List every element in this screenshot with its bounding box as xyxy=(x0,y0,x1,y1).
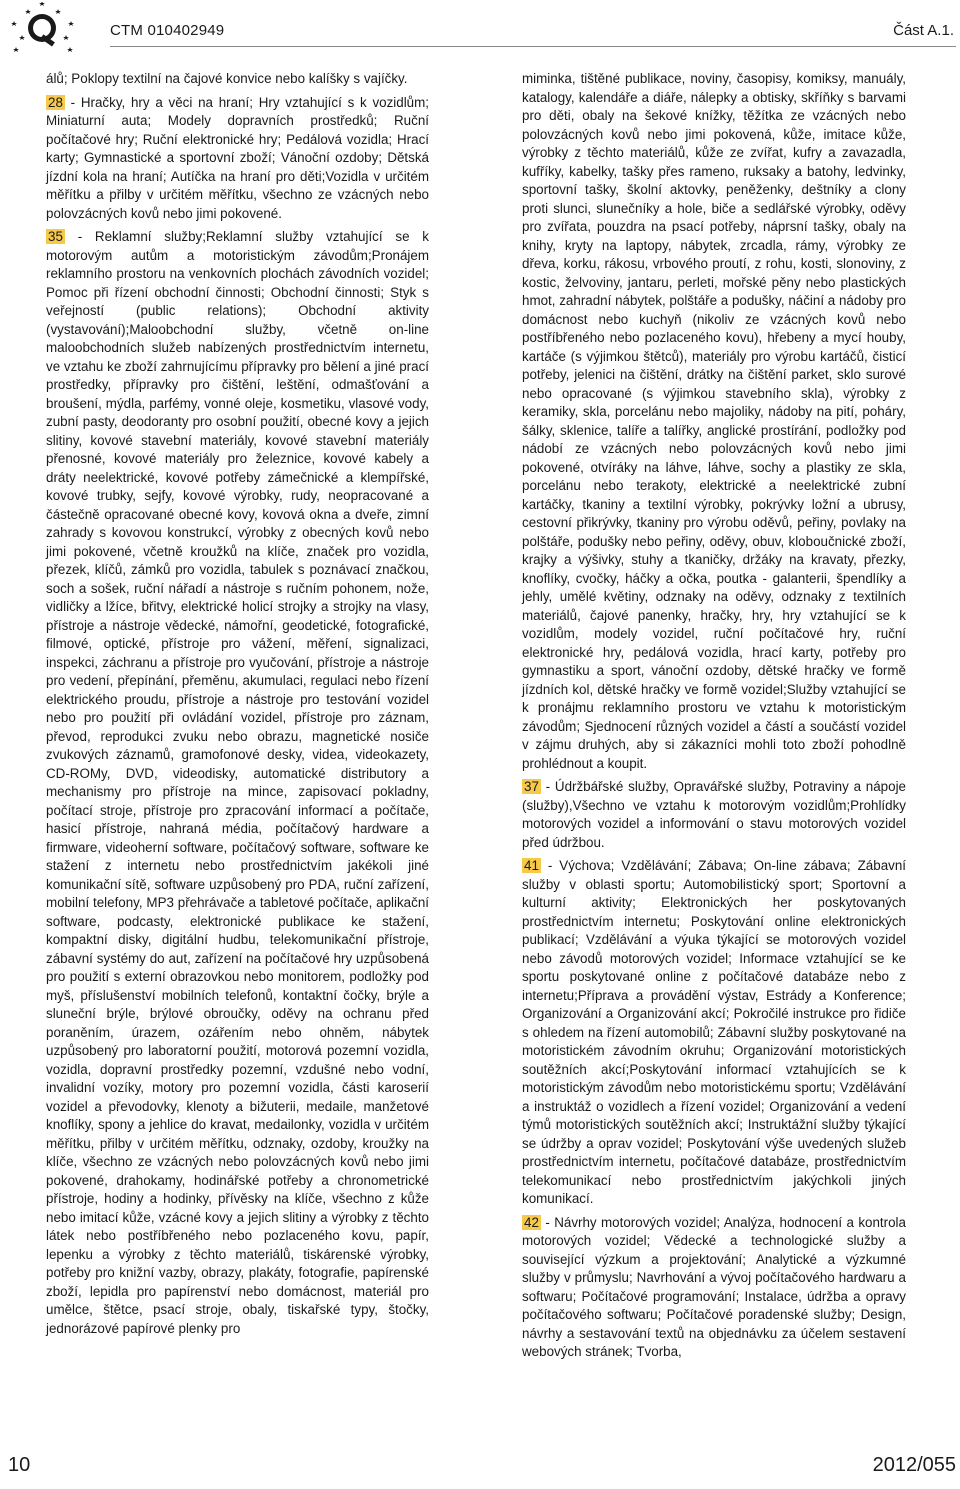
paragraph xyxy=(522,70,906,773)
paragraph xyxy=(522,778,906,852)
paragraph-text: - Reklamní služby;Reklamní služby vztahující se k motorovým autům a motoristickým závodům;Pronájem reklamního prostoru na venkovních plochách závodních vozidel; Pomoc při řízení obchodní činnosti; Obchodní činnosti; Styk s veřejností (public relations); Obchodní aktivity (vystavování);Maloobchodní služby, včetně on-line maloobchodních služeb nabízených prostřednictvím internetu, ve vztahu ke zboží zahrnujícímu přípravky pro bělení a jiné prací prostředky, přípravky pro čištění, leštění, odmašťování a broušení, mýdla, parfémy, vonné oleje, kosmetiku, vlasové vody, zubní pasty, deodoranty pro osobní použití, obecné kovy a jejich slitiny, kovové stavební materiály, kovové stavební materiály přenosné, kovové materiály pro železnice, kovové kabely a dráty neelektrické, kovové potřeby zámečnické a klempířské, kovové trubky, sejfy, kovové výrobky, rudy, neopracované a částečně opracované obecné kovy, kovová okna a dveře, zimní zahrady s kovovou konstrukcí, výrobky z obecných kovů nebo jimi pokovené, včetně kroužků na klíče, značek pro vozidla, přezek, klíčů, zámků pro vozidla, tabulek s poznávací značkou, soch a sošek, ruční nářadí a nástroje s ručním pohonem, nože, vidličky a lžíce, břitvy, elektrické holicí strojky a strojky na vlasy, přístroje a nástroje vědecké, námořní, geodetické, fotografické, filmové, optické, přístroje pro vážení, měření, signalizaci, inspekci, záchranu a přístroje pro vyučování, přístroje a nástroje pro vedení, přepínání, přeměnu, akumulaci, regulaci nebo řízení elektrického proudu, přístroje a nástroje pro testování vozidel nebo pro použití při ovládání vozidel, přístroje pro záznam, převod, reprodukci zvuku nebo obrazu, magnetické nosiče zvukových záznamů, gramofonové desky, videa, videokazety, CD-ROMy, DVD, videodisky, automatické distributory a mechanismy pro přístroje na mince, zapisovací pokladny, počítací stroje, přístroje pro zpracování informací a počítače, hasicí přístroje, nahraná média, počítačový hardware a firmware, videoherní software, počítačový software, software ke stažení z internetu nebo prostřednictvím jakékoli jiné komunikační sítě, software uzpůsobený pro PDA, ruční zařízení, mobilní telefony, MP3 přehrávače a tabletové počítače, aplikační software, podcasty, elektronické publikace ke stažení, kompaktní disky, digitální hudbu, telekomunikační přístroje, zábavní systémy do aut, zařízení na počítačové hry uzpůsobená pro použití s externí obrazovkou nebo monitorem, podložky pod myš, příslušenství mobilních telefonů, kontaktní čočky, brýle a sluneční brýle, brýlové obroučky, oděvy na ochranu před poraněním, úrazem, ozářením nebo ohněm, nábytek uzpůsobený pro laboratorní použití, motorová pozemní vozidla, vozidla, dopravní prostředky pozemní, vzdušné nebo vodní, invalidní vozíky, motory pro pozemní vozidla, části karoserií vozidel a převodovky, klenoty a bižuterii, medaile, manžetové knoflíky, spony a jehlice do kravat, medailonky, vozidla v určitém měřítku, přilby v určitém měřítku, odznaky, ozdoby, kroužky na klíče, všechno ze vzácných nebo polovzácných kovů nebo jimi pokovené, drahokamy, hodinářské potřeby a chronometrické přístroje, hodiny a hodinky, přívěsky na klíče, všechno z kůže nebo imitací kůže, vzácné kovy a jejich slitiny a výrobky z těchto látek nebo postříbřeného nebo pozlaceného kovu, papír, lepenku a výrobky z těchto materiálů, tiskárenské výrobky, potřeby pro knižní vazby, obrazy, plakáty, fotografie, papírenské zboží, lepidla pro papírenství nebo domácnost, materiál pro umělce, štětce, psací stroje, obaly, tiskařské typy, štočky, jednorázové papírové plenky pro xyxy=(46,229,429,1336)
page-header xyxy=(0,0,960,62)
paragraph-text: - Výchova; Vzdělávání; Zábava; On-line zábava; Zábavní služby v oblasti sportu; Automobilistický sport; Sportovní a kulturní aktivity; Elektronických her poskytovaných prostřednictvím internetu; Poskytování online elektronických publikací; Vzdělávání a výuka týkající se motorových vozidel nebo závodů motorových vozidel; Informace vztahující se ke sportu poskytované online z počítačové databáze nebo z internetu;Příprava a provádění výstav, Estrády a Konference; Organizování a Organizování akcí; Pokročilé instrukce pro řidiče s ohledem na řízení automobilů; Zábavní služby poskytované na motoristickém závodním okruhu; Organizování motoristických soutěžních akcí;Poskytování informací vztahujících se k motoristickým závodům nebo motoristickému sportu; Vzdělávání a instruktáž o vozidlech a řízení vozidel; Organizování a vedení týmů motoristických soutěžních akcí; Instruktážní služby týkající se údržby a oprav vozidel; Poskytování výše uvedených služeb prostřednictvím internetu, počítačové databáze, prostřednictvím telekomunikací nebo prostřednictvím jakýchkoli jiných komunikací. xyxy=(522,858,906,1206)
paragraph xyxy=(46,70,429,89)
paragraph xyxy=(46,228,429,1338)
paragraph xyxy=(522,857,906,1209)
class-number-badge: 28 xyxy=(48,94,63,110)
left-column xyxy=(46,70,429,1338)
issue-number: 2012/055 xyxy=(872,1454,956,1476)
paragraph-text: - Hračky, hry a věci na hraní; Hry vztahující s k vozidlům; Miniaturní auta; Modely dopravních prostředků; Ruční počítačové hry; Ruční elektronické hry; Pedálová vozidla; Hrací karty; Gymnastické a sportovní zboží; Vánoční ozdoby; Dětská jízdní kola na hraní; Autíčka na hraní pro děti;Vozidla v určitém měřítku a přilby v určitém měřítku, všechno ze vzácných nebo polovzácných kovů nebo jimi pokovené. xyxy=(46,94,429,221)
ohim-logo-icon xyxy=(6,2,78,60)
document-id: CTM 010402949 xyxy=(110,22,225,39)
paragraph xyxy=(522,1214,906,1362)
right-column xyxy=(522,70,906,1362)
paragraph-text: - Návrhy motorových vozidel; Analýza, hodnocení a kontrola motorových vozidel; Vědecké a technologické služby a související výzkum a projektování; Analytické a výzkumné služby v průmyslu; Navrhování a vývoj počítačového hardwaru a softwaru; Počítačové programování; Instalace, údržba a opravy počítačového softwaru; Počítačové poradenské služby; Design, návrhy a sestavování textů na objednávku za účelem sestavení webových stránek; Tvorba, xyxy=(522,1214,906,1359)
class-number-badge: 35 xyxy=(48,229,63,244)
header-divider xyxy=(110,46,956,47)
class-number-badge: 42 xyxy=(524,1214,539,1230)
class-number-badge: 37 xyxy=(524,779,539,794)
paragraph-text: álů; Poklopy textilní na čajové konvice nebo kalíšky s vajíčky. xyxy=(46,71,408,86)
page-number: 10 xyxy=(8,1454,31,1476)
paragraph xyxy=(46,94,429,224)
paragraph-text: - Údržbářské služby, Opravářské služby, Potraviny a nápoje (služby),Všechno ve vztahu k motorovým vozidlům;Prohlídky motorových vozidel a informování o stavu motorových vozidel před údržbou. xyxy=(522,779,906,850)
part-label: Část A.1. xyxy=(893,22,954,39)
paragraph-text: miminka, tištěné publikace, noviny, časopisy, komiksy, manuály, katalogy, kalendáře a diáře, nálepky a obtisky, skříňky s barvami pro děti, obaly na šekové knížky, těžítka ze vzácných nebo polovzácných kovů nebo jimi pokovená, kůže, imitace kůže, výrobky z těchto materiálů, kůže ze zvířat, kufry a zavazadla, kufříky, kabelky, tašky přes rameno, ruksaky a batohy, ledvinky, sportovní tašky, školní aktovky, peněženky, deštníky a clony proti slunci, slunečníky a hole, biče a sedlářské výrobky, oděvy pro zvířata, pouzdra na psací potřeby, náprsní tašky, obaly na knihy, kryty na laptopy, nábytek, zrcadla, rámy, výrobky ze dřeva, korku, rákosu, vrbového proutí, z rohu, kosti, slonoviny, z kostic, želvoviny, jantaru, perleti, mořské pěny nebo plastických hmot, zahradní nábytek, polštáře a podušky, náčiní a nádoby pro domácnost nebo kuchyň (nikoliv ze vzácných kovů nebo postříbřeného nebo pozlaceného kovu), hřebeny a mycí houby, kartáče (s výjimkou štětců), materiály pro výrobu kartáčů, čisticí potřeby, jelenici na čištění, drátky na čištění parket, sklo surové nebo opracované (s výjimkou stavebního skla), výrobky z keramiky, skla, porcelánu nebo majoliky, nádoby na pití, poháry, šálky, sklenice, talíře a talířky, anglické prostírání, podložky pod nádobí ze vzácných nebo polovzácných kovů nebo jimi pokovené, otvíráky na láhve, láhve, sochy a plastiky ze skla, porcelánu nebo terakoty, elektrické a neelektrické zubní kartáčky, tkaniny a textilní výrobky, pokrývky ložní a ubrusy, cestovní přikrývky, tkaniny pro výrobu oděvů, peřiny, povlaky na polštáře, podušky nebo peřiny, oděvy, obuv, kloboučnické zboží, krajky a výšivky, stuhy a tkaničky, držáky na kravaty, přezky, knoflíky, cvočky, háčky a očka, poutka - galanterii, špendlíky a jehly, umělé květiny, odznaky na oděvy, odznaky z textilních materiálů, čajové panenky, hračky, hry, hry vztahující se k vozidlům, modely vozidel, ruční počítačové hry, ruční elektronické hry, pedálová vozidla, hrací karty, potřeby pro gymnastiku a sport, vánoční ozdoby, dětské hračky ve formě jízdních kol, dětské hračky ve formě vozidel;Služby vztahující se k pronájmu reklamního prostoru ve vztahu k motoristickým závodům; Sjednocení různých vozidel a částí a součástí vozidel v zájmu druhých, aby si zákazníci mohli toto zboží pohodlně prohlédnout a koupit. xyxy=(522,71,906,771)
class-number-badge: 41 xyxy=(524,858,539,873)
